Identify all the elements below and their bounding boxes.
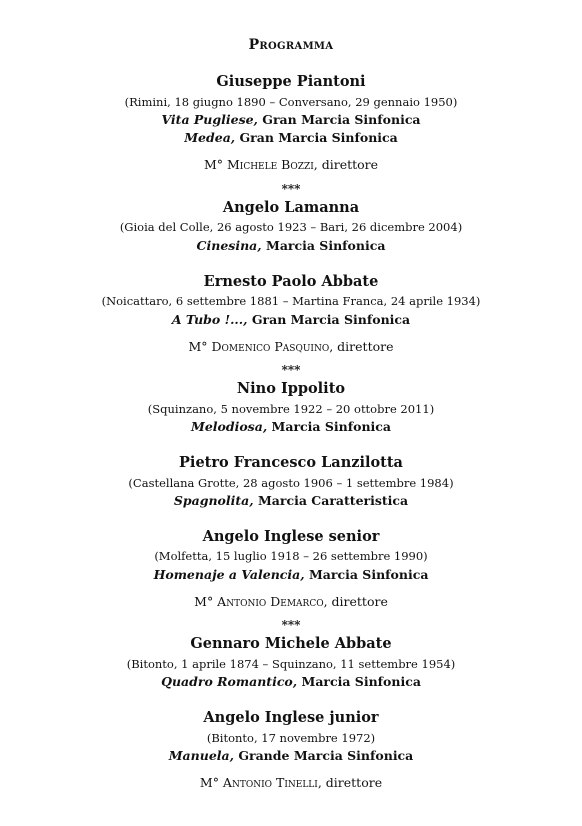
composer-dates: (Rimini, 18 giugno 1890 – Conversano, 29 gennaio 1950) xyxy=(124,95,458,109)
work-title: Vita Pugliese, xyxy=(161,112,258,127)
composer-dates: (Gioia del Colle, 26 agosto 1923 – Bari, 26 dicembre 2004) xyxy=(119,220,463,234)
work-genre: Gran Marcia Sinfonica xyxy=(247,312,411,327)
work-entry xyxy=(0,750,582,763)
work-genre: Marcia Caratteristica xyxy=(253,493,409,508)
work-title: Manuela, xyxy=(168,748,234,763)
conductor-prefix: M° xyxy=(199,775,223,790)
conductor-name: Antonio Tinelli xyxy=(222,775,318,790)
work-title: A Tubo !..., xyxy=(171,312,248,327)
work-title: Quadro Romantico, xyxy=(161,674,298,689)
composer-name: Gennaro Michele Abbate xyxy=(190,635,392,652)
conductor-prefix: M° xyxy=(188,339,212,354)
composer-dates: (Castellana Grotte, 28 agosto 1906 – 1 settembre 1984) xyxy=(128,476,454,490)
page-title: Programma xyxy=(248,37,334,53)
conductor-name: Antonio Demarco xyxy=(217,594,324,609)
composer-name: Ernesto Paolo Abbate xyxy=(203,273,379,290)
composer-dates: (Molfetta, 15 luglio 1918 – 26 settembre 1990) xyxy=(154,549,428,563)
work-genre: Grande Marcia Sinfonica xyxy=(233,748,414,763)
conductor-prefix: M° xyxy=(203,157,227,172)
conductor-role: , direttore xyxy=(323,594,388,609)
work-entry xyxy=(0,421,582,434)
work-title: Medea, xyxy=(184,130,236,145)
work-title: Spagnolita, xyxy=(173,493,254,508)
conductor-role: , direttore xyxy=(313,157,379,172)
work-genre: Marcia Sinfonica xyxy=(297,674,421,689)
composer-name: Nino Ippolito xyxy=(236,380,346,397)
composer-name: Angelo Inglese junior xyxy=(203,709,379,726)
conductor-role: , direttore xyxy=(329,339,394,354)
conductor-line xyxy=(0,341,582,354)
section-separator: *** xyxy=(281,363,301,377)
work-entry xyxy=(0,569,582,582)
work-title: Homenaje a Valencia, xyxy=(153,567,305,582)
work-genre: Marcia Sinfonica xyxy=(261,238,386,253)
composer-dates: (Squinzano, 5 novembre 1922 – 20 ottobre 2011) xyxy=(147,402,435,416)
work-genre: Marcia Sinfonica xyxy=(267,419,391,434)
composer-name: Giuseppe Piantoni xyxy=(216,73,366,90)
work-entry xyxy=(0,132,582,145)
composer-name: Pietro Francesco Lanzilotta xyxy=(179,454,403,471)
work-entry xyxy=(0,240,582,253)
conductor-name: Domenico Pasquino xyxy=(211,339,330,354)
work-entry xyxy=(0,495,582,508)
work-title: Melodiosa, xyxy=(190,419,268,434)
work-entry xyxy=(0,114,582,127)
work-genre: Gran Marcia Sinfonica xyxy=(257,112,421,127)
work-title: Cinesina, xyxy=(196,238,262,253)
section-separator: *** xyxy=(281,618,301,632)
composer-name: Angelo Lamanna xyxy=(222,199,360,216)
conductor-line xyxy=(0,596,582,609)
conductor-line xyxy=(0,777,582,790)
conductor-prefix: M° xyxy=(194,594,218,609)
section-separator: *** xyxy=(281,182,301,196)
conductor-name: Michele Bozzi xyxy=(226,157,314,172)
work-entry xyxy=(0,676,582,689)
composer-dates: (Noicattaro, 6 settembre 1881 – Martina Franca, 24 aprile 1934) xyxy=(101,294,481,308)
composer-dates: (Bitonto, 17 novembre 1972) xyxy=(206,731,376,745)
composer-name: Angelo Inglese senior xyxy=(202,528,380,545)
conductor-role: , direttore xyxy=(317,775,383,790)
work-genre: Gran Marcia Sinfonica xyxy=(235,130,398,145)
work-entry xyxy=(0,314,582,327)
work-genre: Marcia Sinfonica xyxy=(304,567,429,582)
composer-dates: (Bitonto, 1 aprile 1874 – Squinzano, 11 settembre 1954) xyxy=(126,657,456,671)
conductor-line xyxy=(0,159,582,172)
